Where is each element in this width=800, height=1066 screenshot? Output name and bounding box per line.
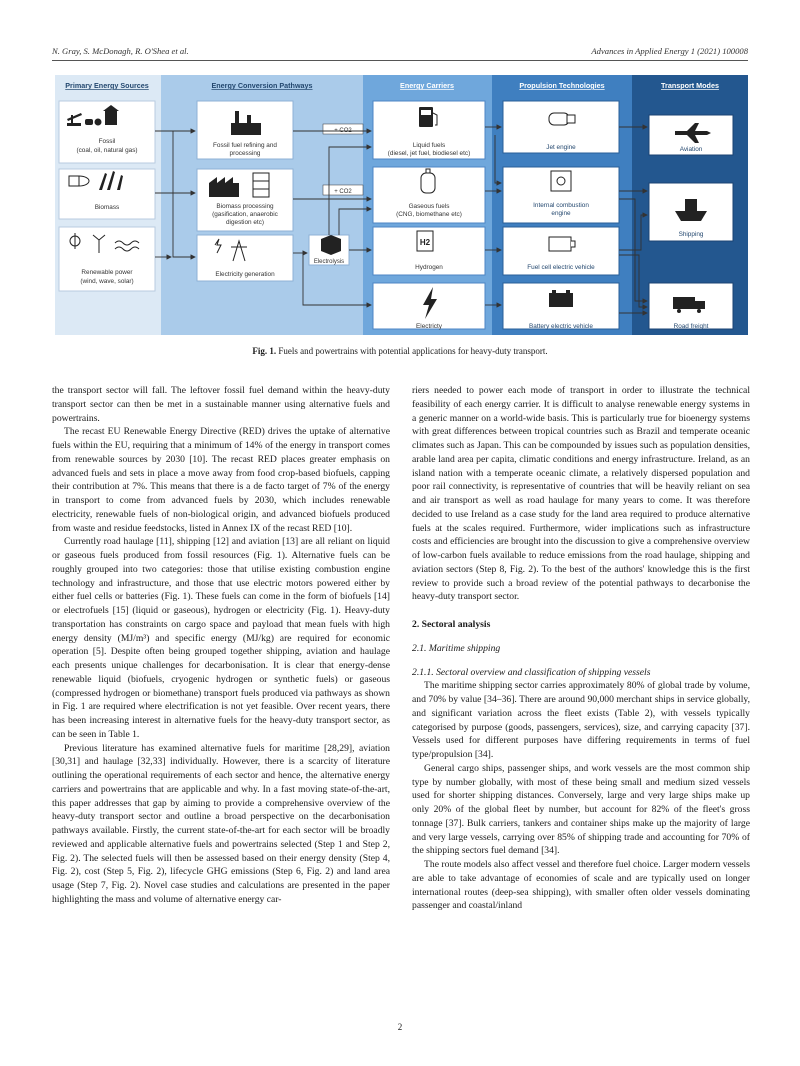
mode-shipping-title: Shipping — [678, 231, 704, 238]
heading-primary-sources: Primary Energy Sources — [65, 81, 149, 90]
propulsion-fcev-title: Fuel cell electric vehicle — [527, 264, 595, 271]
co2-tag-2: + CO2 — [334, 189, 352, 195]
heading-energy-carriers: Energy Carriers — [400, 81, 454, 90]
header-rule — [52, 60, 748, 61]
pathway-refining-title: Fossil fuel refining and — [213, 142, 277, 149]
right-paragraph-2: The maritime shipping sector carries approximately 80% of global trade by volume, and 70% by value [34–36]. There are around 90,000 merchant ships in service globally, and significant variation across the fleet exists (Table 2), with vessels typically categorised by purpose (goods, passengers, services), size, and carrying capacity [37]. Vessels used for different purposes have differing requirements in terms of fuel type/propulsion [34]. — [412, 680, 750, 760]
carrier-hydrogen-title: Hydrogen — [415, 264, 443, 271]
engine-warning-icon — [549, 237, 575, 251]
pathway-biomass-sub: (gasification, anaerobic — [212, 211, 278, 218]
running-header-journal: Advances in Applied Energy 1 (2021) 100008 — [591, 46, 748, 56]
mode-road-freight-title: Road freight — [673, 323, 709, 330]
section-2-1-1-heading: 2.1.1. Sectoral overview and classification of shipping vessels — [412, 666, 651, 678]
source-renewable-sub: (wind, wave, solar) — [80, 278, 134, 285]
right-paragraph-3: General cargo ships, passenger ships, and work vessels are the most common ship type by number globally, with most of these being small and medium sized vessels used for shorter shipping distances. Conversely, large and very large ships make up only 20% of the global fleet by number, but account for 82% of the fleet's gross tonnage [37]. Bulk carriers, tankers and container ships make up the majority of large and very large vessels, carrying over 85% of shipping trade and accounting for 70% of the shipping sectors fuel demand [34]. — [412, 762, 750, 857]
right-paragraph-4: The route models also affect vessel and therefore fuel choice. Larger modern vessels are able to take advantage of economies of scale and are typically used on longer international routes (deep-sea shipping), with smaller often older vessels dominating passenger and coastal/inland — [412, 859, 750, 912]
right-column — [412, 384, 750, 913]
heading-transport-modes: Transport Modes — [661, 81, 719, 90]
pathway-refining-sub: processing — [229, 150, 261, 157]
left-column — [52, 384, 390, 907]
pathway-electricity-title: Electricity generation — [215, 271, 275, 278]
h2-label: H2 — [419, 238, 431, 247]
source-fossil-sub: (coal, oil, natural gas) — [76, 147, 138, 154]
mode-aviation-title: Aviation — [679, 146, 703, 153]
running-header-authors: N. Gray, S. McDonagh, R. O'Shea et al. — [52, 46, 189, 56]
section-2-1-heading: 2.1. Maritime shipping — [412, 642, 501, 654]
propulsion-ice-title: Internal combustion — [533, 202, 589, 209]
pathway-biomass-title: Biomass processing — [216, 203, 274, 210]
source-fossil-title: Fossil — [98, 138, 116, 145]
source-renewable-title: Renewable power — [81, 269, 133, 276]
figure-caption — [52, 346, 748, 356]
propulsion-jet-title: Jet engine — [546, 144, 576, 151]
electrolysis-label: Electrolysis — [313, 259, 345, 265]
pathway-diagram — [55, 75, 748, 335]
caption-text: Fuels and powertrains with potential applications for heavy-duty transport. — [278, 346, 548, 356]
carrier-gaseous-sub: (CNG, biomethane etc) — [396, 211, 462, 218]
hydrogen-pump-icon — [417, 231, 433, 251]
heading-conversion-pathways: Energy Conversion Pathways — [211, 81, 313, 90]
electrolysis-cube-icon — [321, 235, 341, 255]
ice-engine-icon — [551, 171, 571, 191]
jet-engine-icon — [549, 113, 575, 125]
carrier-liquid-title: Liquid fuels — [412, 142, 446, 149]
source-biomass-title: Biomass — [94, 204, 120, 211]
heading-propulsion: Propulsion Technologies — [519, 81, 605, 90]
left-paragraph-2: The recast EU Renewable Energy Directive (RED) drives the uptake of alternative fuels within the EU, requiring that a minimum of 14% of the energy in transport comes from renewable sources by 2030 [10]. The recast RED places greater emphasis on advanced fuels and sets in place a move away from food crop-based biofuels, capping their contribution at 7%. This means that there is a de facto target of 7% of the energy in transport to come from advanced fuels by 2030, which includes renewable electricity, renewable fuels of non-biological origin, and advanced biofuels produced from waste and residue feedstocks, listed in Annex IX of the recast RED [10]. — [52, 426, 390, 534]
left-paragraph-3: Currently road haulage [11], shipping [12] and aviation [13] are all reliant on liquid or gaseous fuels produced from fossil resources (Fig. 1). Alternative fuels can be roughly grouped into two categories: those that utilise existing combustion engine technology and infrastructure, and those that use electric motors powered either by either fuel cells or batteries (Fig. 1). These fuels can come in the form of biofuels [14] or electrofuels [15] (liquid or gaseous), hydrogen or electricity (Fig. 1). Heavy-duty transportation has constraints on cargo space and payload that mean fuels with high energy density (MJ/m³) and specific energy (MJ/kg) are required for economic operation [5]. Despite often being grouped together shipping, aviation and haulage each presents unique challenges for decarbonisation. It is clear that energy-dense renewable liquid (biofuels, cryogenic hydrogen or synthetic fuels) or gaseous (compressed hydrogen or biomethane) transport fuels produced via pathways as shown in Fig. 1 are required where electrification is not yet feasible. Over recent years, there has been increasing interest in alternative fuels for the heavy-duty transport sector, as can be seen in Table 1. — [52, 536, 390, 740]
pathway-biomass-sub2: digestion etc) — [225, 219, 265, 226]
left-paragraph-1: the transport sector will fall. The leftover fossil fuel demand within the heavy-duty transport sector can then be met in a sustainable manner using alternative fuels and powertrains. — [52, 385, 390, 424]
carrier-gaseous-title: Gaseous fuels — [408, 203, 450, 210]
page-number: 2 — [397, 1022, 403, 1032]
carrier-liquid-sub: (diesel, jet fuel, biodiesel etc) — [387, 150, 471, 157]
propulsion-bev-title: Battery electric vehicle — [529, 323, 593, 330]
co2-tag-1: + CO2 — [334, 128, 352, 134]
figure-1 — [55, 75, 748, 335]
carrier-electricity-title: Electricty — [416, 323, 442, 330]
section-2-heading: 2. Sectoral analysis — [412, 619, 491, 630]
caption-label: Fig. 1. — [252, 346, 277, 356]
propulsion-ice-title-2: engine — [551, 210, 571, 217]
left-paragraph-4: Previous literature has examined alternative fuels for maritime [28,29], aviation [30,31] and haulage [32,33] individually. However, there is a scarcity of literature outlining the operational requirements of each sector and hence, the alternative energy carriers and powertrains that are applicable and why. In a fast moving state-of-the-art, this paper addresses that gap by aiming to provide a comprehensive overview of the heavy-duty transport sector and outline a broad perspective on the decarbonisation pathways available. Firstly, the current state-of-the-art for each sector will be broadly reviewed and applicable alternative fuels and powertrains selected (Step 1 and Step 2, Fig. 2). The selected fuels will then be assessed based on their energy density (Step 4, Fig. 2), cost (Step 5, Fig. 2), lifecycle GHG emissions (Step 6, Fig. 2) and land area usage (Step 7, Fig. 2). Novel case studies and calculations are presented in the paper highlighting the mass and volume of alternative energy car- — [52, 742, 390, 905]
right-paragraph-1: riers needed to power each mode of transport in order to illustrate the technical feasibility of each energy carrier. It is difficult to analyse renewable energy systems in a generic manner on a world-wide basis. This is particularly true for bioenergy systems with great differences between tropical countries such as Brazil and temperate oceanic climates such as Japan. This can be compounded by issues such as population densities, arable land area per capita, climatic conditions and energy infrastructure. Ireland, as an island nation with a temperate oceanic climate, a relatively dispersed population and poor rail connectivity, is representative of countries that will be heavily reliant on sea and air transport as well as road haulage for many years to come. It was therefore decided to use Ireland as a case study for the land area required to produce alternative fuels at the scales required. Furthermore, wider implications such as infrastructure costs and efficiencies are brought into the discussion to give a comprehensive overview of low-carbon fuels available to reduce emissions from the road haulage, shipping and aviation sectors (Step 8, Fig. 2). To the best of the authors' knowledge this is the first review to provide such a broad review of the potential pathways to decarbonise the heavy-duty transport sector. — [412, 385, 750, 603]
